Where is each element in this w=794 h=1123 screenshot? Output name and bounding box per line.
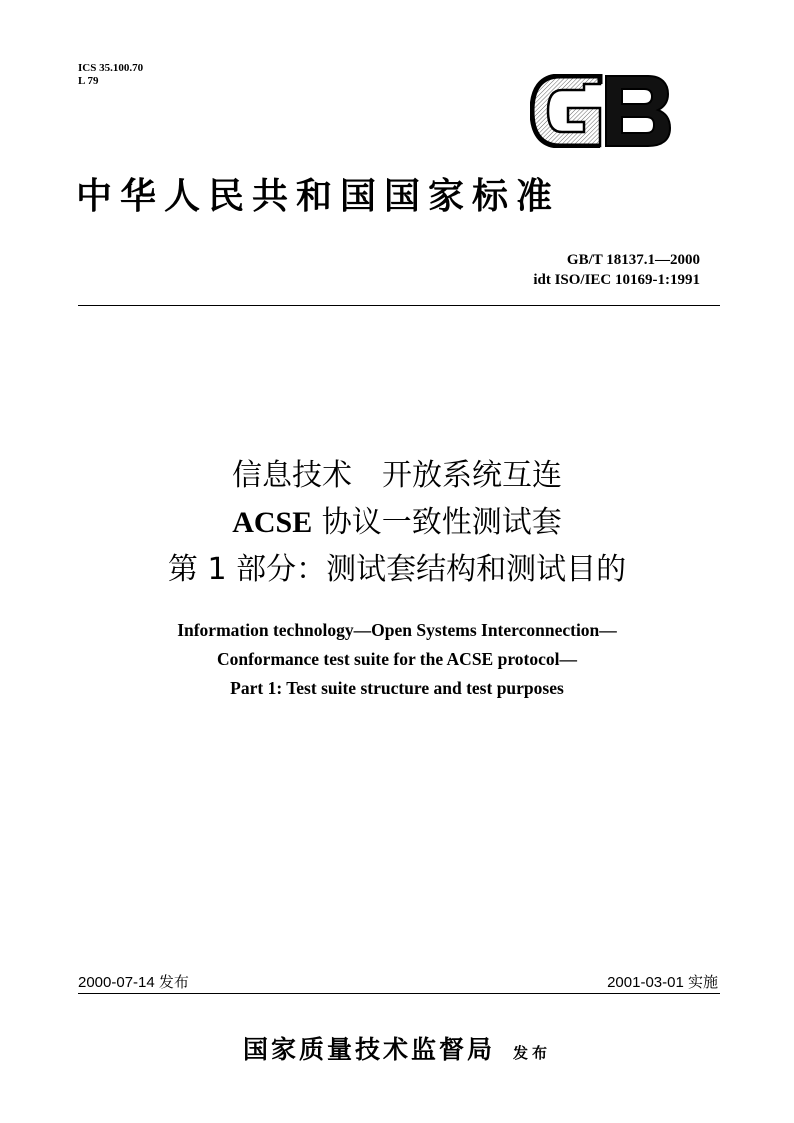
standard-number-block: [533, 250, 700, 290]
issuer-block: [0, 1030, 794, 1066]
issue-date: 2000-07-14 发布: [78, 974, 189, 991]
issue-action: 发布: [513, 1044, 552, 1062]
english-title: [0, 616, 794, 703]
ccs-code: L 79: [78, 75, 99, 87]
bottom-divider: [78, 993, 720, 994]
ics-code: ICS 35.100.70: [78, 62, 144, 74]
english-title-line2: Conformance test suite for the ACSE protocol—: [216, 649, 577, 669]
classification-codes: [78, 62, 143, 88]
english-title-line3: Part 1: Test suite structure and test purposes: [230, 678, 564, 698]
issuing-organization: 国家质量技术监督局: [242, 1035, 495, 1064]
chinese-title-line2-latin: ACSE: [232, 506, 313, 539]
chinese-title-line3: 第 1 部分：测试套结构和测试目的: [167, 552, 627, 587]
english-title-line1: Information technology—Open Systems Interconnection—: [177, 620, 617, 640]
chinese-title-line1: 信息技术 开放系统互连: [232, 458, 562, 493]
top-divider: [78, 305, 720, 306]
standard-number: GB/T 18137.1—2000: [566, 252, 700, 268]
equivalent-standard: idt ISO/IEC 10169-1:1991: [533, 272, 700, 288]
chinese-title-line2: [0, 499, 794, 546]
gb-logo: [530, 74, 672, 148]
implementation-date: 2001-03-01 实施: [607, 974, 718, 991]
chinese-title-line2-rest: 协议一致性测试套: [312, 505, 562, 540]
document-title: 中华人民共和国国家标准: [76, 176, 561, 217]
chinese-title: [0, 452, 794, 593]
